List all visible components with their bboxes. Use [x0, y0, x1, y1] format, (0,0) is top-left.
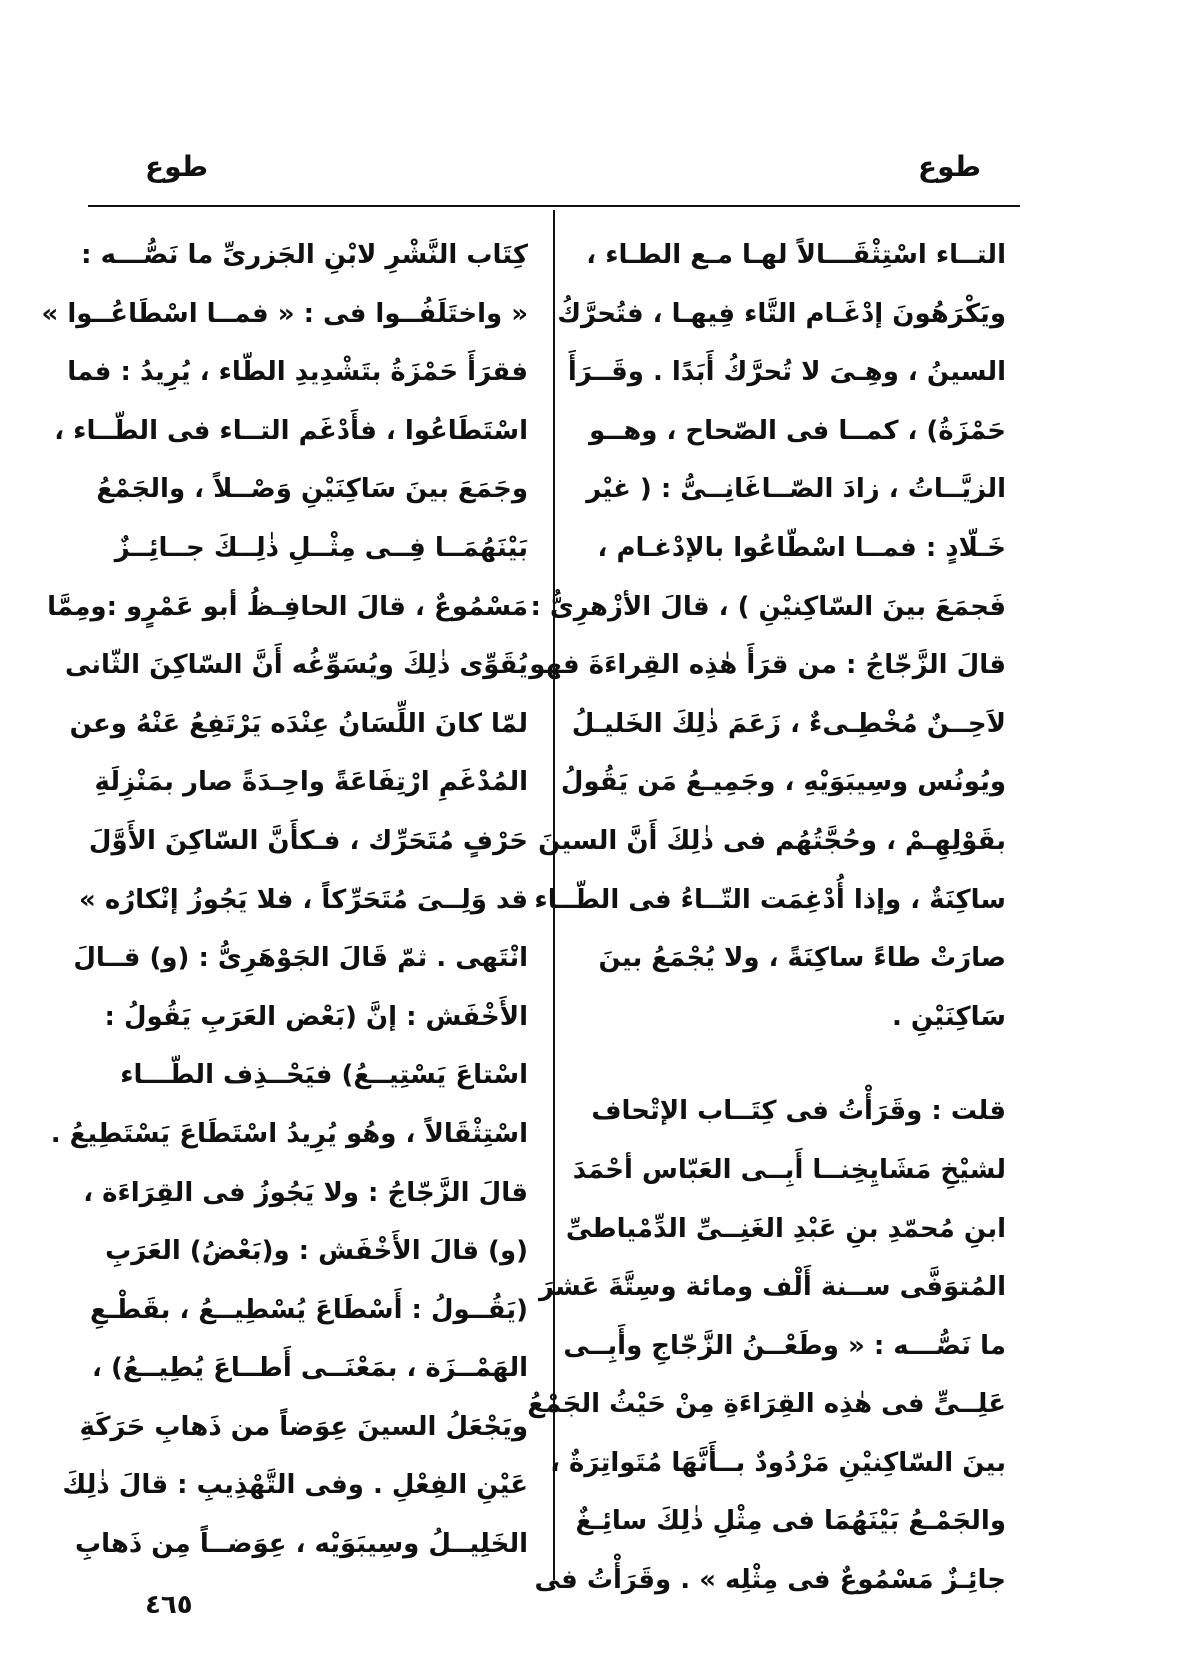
text-line: خَـلّادٍ : فمــا اسْطّاعُوا بالإدْغـام ،	[597, 532, 1006, 563]
text-line: يُقَوِّى ذٰلِكَ ويُسَوِّغُه أَنَّ السّاكِنَ الثّانى	[64, 650, 528, 681]
text-line: ما نَصُّـــه : « وطَعْــنُ الزَّجّاجِ وأَبِــى	[563, 1330, 1006, 1361]
text-line: ويَكْرَهُونَ إدْغَـام التَّاء فِيهـا ، فتُحرَّكُ	[557, 298, 1006, 329]
text-line: قلت : وقَرَأْتُ فى كِتَــاب الإتْحاف	[591, 1096, 1006, 1127]
text-line: سَاكِنَيْنِ .	[891, 1001, 1006, 1032]
text-line: جائِـزٌ مَسْمُوعٌ فى مِثْلِه » . وقَرَأْتُ فى	[534, 1565, 1006, 1596]
text-line: (يَقُــولُ : أَسْطَاعَ يُسْطِيــعُ ، بقَطْـعِ	[89, 1294, 528, 1325]
text-line: ابنِ مُحمّدِ بنِ عَبْدِ الغَنِــىِّ الدِّمْياطىِّ	[565, 1213, 1006, 1244]
header-rule	[88, 205, 1020, 207]
page-number: ٤٦٥	[145, 1590, 193, 1620]
text-line: بَيْنَهُمَــا فِــى مِثْــلِ ذٰلِــكَ جــائِــزٌ	[114, 532, 528, 563]
text-line: قالَ الزَّجّاجُ : من قرَأَ هٰذِه القِراءَةَ فهو	[529, 650, 1006, 681]
text-line: الهَمْــزَة ، بمَعْنَــى أَطــاعَ يُطِيــعُ) ،	[92, 1353, 528, 1384]
text-line: صارَتْ طاءً ساكِنَةً ، ولا يُجْمَعُ بينَ	[598, 943, 1006, 974]
text-line: الخَلِيــلُ وسِيبَوَيْه ، عِوَضــاً مِن ذَهابِ	[74, 1529, 528, 1560]
text-line: وجَمَعَ بينَ سَاكِنَيْنِ وَصْــلاً ، والجَمْعُ	[96, 474, 528, 505]
text-line: حَرْفٍ مُتَحَرِّك ، فـكأَنَّ السّاكِنَ الأَوَّلَ	[88, 825, 528, 856]
text-line: قد وَلِــىَ مُتَحَرِّكاً ، فلا يَجُوزُ إنْكارُه »	[79, 884, 528, 915]
text-line: اسْتَطَاعُوا ، فأَدْغَم التــاء فى الطّــاء ،	[54, 415, 528, 446]
paragraph-gap	[588, 1046, 1006, 1082]
text-line: فَجمَعَ بينَ السّاكِنيْنِ ) ، قالَ الأزْهرِىُّ :	[530, 591, 1006, 622]
text-line: المُتوَفَّى ســنة أَلْف ومائة وسِتَّةَ عَشرَ	[538, 1272, 1006, 1303]
text-line: قالَ الزَّجّاجُ : ولا يَجُوزُ فى القِرَاءَة ،	[83, 1177, 528, 1208]
text-line: بينَ السّاكِنيْنِ مَرْدُودٌ بــأَنَّهَا مُتَواتِرَةٌ ،	[550, 1447, 1006, 1478]
text-line: والجَمْـعُ بَيْنَهُمَا فى مِثْلِ ذٰلِكَ سائِـغٌ	[575, 1506, 1006, 1537]
text-line: حَمْزَةُ) ، كمــا فى الصّحاح ، وهــو	[589, 415, 1006, 446]
text-line: كِتَاب النَّشْرِ لابْنِ الجَزرىِّ ما نَصُّـــه :	[81, 240, 528, 270]
text-line: اسْتاعَ يَسْتِيــعُ) فيَحْــذِف الطّـــاء	[120, 1060, 528, 1091]
right-column	[527, 226, 1006, 1610]
running-head-left: طوع	[145, 150, 209, 183]
text-line: لمّا كانَ اللِّسَانُ عِنْدَه يَرْتَفِعُ عَنْهُ وعن	[69, 708, 528, 739]
text-line: انْتَهى . ثمّ قَالَ الجَوْهَرِىُّ : (و) قــالَ	[73, 943, 528, 974]
text-line: بقَوْلِهِـمْ ، وحُجَّتُهُم فى ذٰلِكَ أَنَّ السينَ	[538, 825, 1006, 856]
text-line: فقرَأَ حَمْزَةُ بتَشْدِيدِ الطّاء ، يُرِيدُ : فما	[67, 357, 528, 388]
text-line: ويَجْعَلُ السينَ عِوَضاً من ذَهابِ حَرَكَةِ	[79, 1411, 528, 1442]
text-line: اسْتِثْقَالاً ، وهُو يُرِيدُ اسْتَطَاعَ يَسْتَطِيعُ .	[50, 1118, 528, 1149]
text-line: (و) قالَ الأَخْفَش : و(بَعْضُ) العَرَبِ	[105, 1236, 528, 1267]
text-line: لاَحِــنٌ مُخْطِـىءٌ ، زَعَمَ ذٰلِكَ الخَليـلُ	[571, 708, 1006, 739]
text-line: عَيْنِ الفِعْلِ . وفى التَّهْذِيبِ : قالَ ذٰلِكَ	[62, 1470, 528, 1501]
running-head-right: طوع	[918, 150, 982, 183]
text-line: الأَخْفَش : إنَّ (بَعْض العَرَبِ يَقُولُ :	[104, 1001, 528, 1032]
text-line: الزيَّــاتُ ، زادَ الصّــاغَانِــىُّ : ( غيْر	[586, 474, 1006, 505]
left-column	[41, 226, 528, 1574]
text-line: مَسْمُوعٌ ، قالَ الحافِـظُ أبو عَمْرٍو :ومِمَّا	[47, 591, 528, 622]
text-line: لشيْخِ مَشَايِخِنــا أَبِــى العَبّاس أحْمَدَ	[572, 1154, 1006, 1185]
text-line: التــاء اسْتِثْقَـــالاً لهـا مـع الطـاء ،	[586, 240, 1006, 270]
text-line: السينُ ، وهِـىَ لا تُحرَّكُ أَبَدًا . وقَــرَأَ	[567, 357, 1006, 388]
text-line: ساكِنَةٌ ، وإذا أُدْغِمَت التّــاءُ فى الطّــاء	[534, 884, 1006, 915]
text-line: عَلِــىٍّ فى هٰذِه القِرَاءَةِ مِنْ حَيْثُ الجَمْعُ	[527, 1389, 1006, 1420]
text-line: المُدْغَمِ ارْتِفَاعَةً واحِـدَةً صار بمَنْزِلَةِ	[94, 767, 528, 798]
text-line: « واختَلَفُــوا فى : « فمــا اسْطَاعُــوا »	[41, 298, 528, 329]
text-line: ويُونُس وسِيبَوَيْهِ ، وجَمِيـعُ مَن يَقُولُ	[560, 767, 1006, 798]
